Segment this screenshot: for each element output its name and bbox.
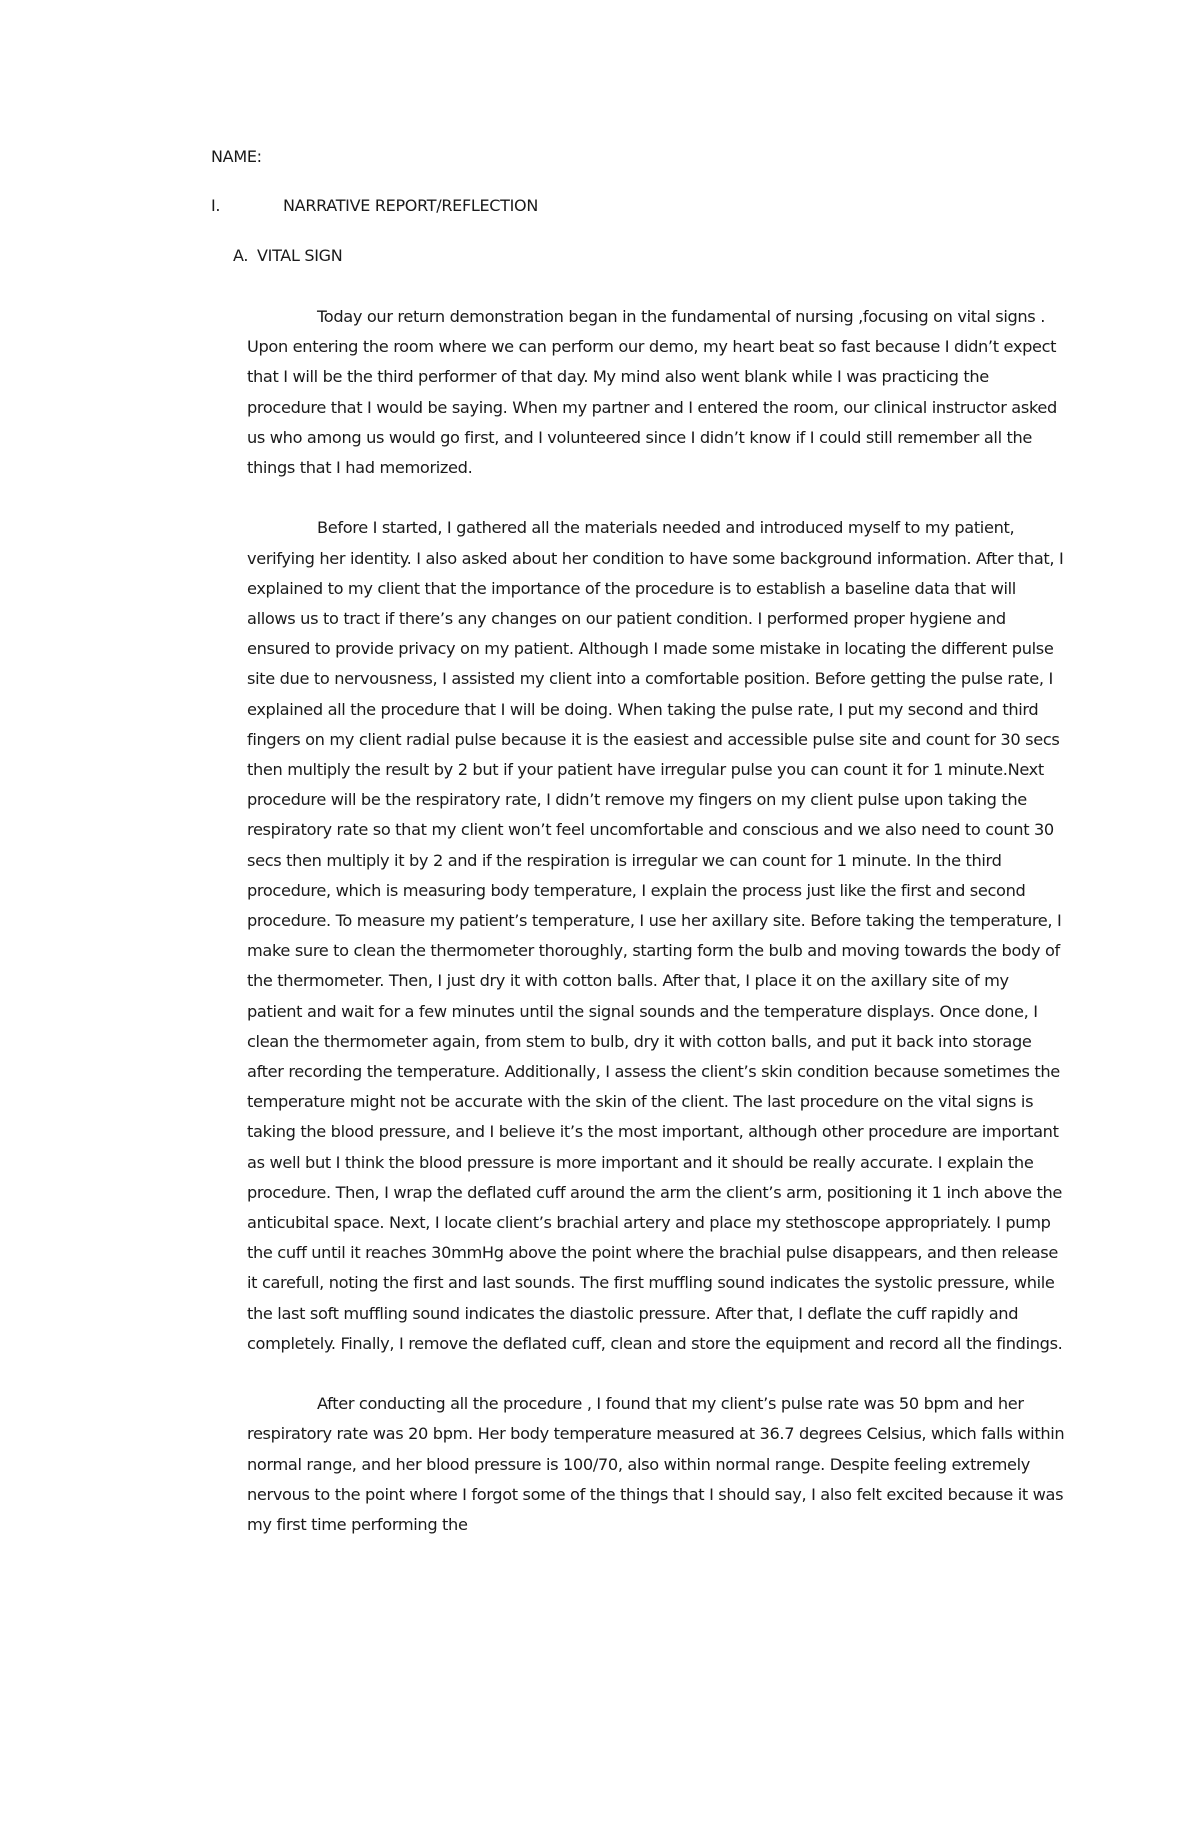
paragraph-intro: Today our return demonstration began in the fundamental of nursing ,focusing on vital signs . Upon entering the room where we can perform our demo, my heart beat so fast because I didn’t expect that I will be the third performer of that day. My mind also went blank while I was practicing the procedure that I would be saying. When my partner and I entered the room, our clinical instructor asked us who among us would go first, and I volunteered since I didn’t know if I could still remember all the things that I had memorized. bbox=[247, 307, 1057, 478]
subsection-letter: A. bbox=[233, 246, 249, 265]
name-label: NAME: bbox=[211, 147, 262, 166]
section-number: I. bbox=[211, 196, 221, 215]
paragraph-findings: After conducting all the procedure , I found that my client’s pulse rate was 50 bpm and her respiratory rate was 20 bpm. Her body temperature measured at 36.7 degrees Celsius, which falls within normal range, and her blood pressure is 100/70, also within normal range. Despite feeling extremely nervous to the point where I forgot some of the things that I should say, I also felt excited because it was my first time performing the bbox=[247, 1394, 1065, 1535]
subsection-heading bbox=[233, 246, 342, 265]
section-heading bbox=[211, 196, 538, 215]
subsection-title: VITAL SIGN bbox=[257, 246, 343, 265]
paragraph-procedure: Before I started, I gathered all the materials needed and introduced myself to my patient, verifying her identity. I also asked about her condition to have some background information. After that, I explained to my client that the importance of the procedure is to establish a baseline data that will allows us to tract if there’s any changes on our patient condition. I performed proper hygiene and ensured to provide privacy on my patient. Although I made some mistake in locating the different pulse site due to nervousness, I assisted my client into a comfortable position. Before getting the pulse rate, I explained all the procedure that I will be doing. When taking the pulse rate, I put my second and third fingers on my client radial pulse because it is the easiest and accessible pulse site and count for 30 secs then multiply the result by 2 but if your patient have irregular pulse you can count it for 1 minute.Next procedure will be the respiratory rate, I didn’t remove my fingers on my client pulse upon taking the respiratory rate so that my client won’t feel uncomfortable and conscious and we also need to count 30 secs then multiply it by 2 and if the respiration is irregular we can count for 1 minute. In the third procedure, which is measuring body temperature, I explain the process just like the first and second procedure. To measure my patient’s temperature, I use her axillary site. Before taking the temperature, I make sure to clean the thermometer thoroughly, starting form the bulb and moving towards the body of the thermometer. Then, I just dry it with cotton balls. After that, I place it on the axillary site of my patient and wait for a few minutes until the signal sounds and the temperature displays. Once done, I clean the thermometer again, from stem to bulb, dry it with cotton balls, and put it back into storage after recording the temperature. Additionally, I assess the client’s skin condition because sometimes the temperature might not be accurate with the skin of the client. The last procedure on the vital signs is taking the blood pressure, and I believe it’s the most important, although other procedure are important as well but I think the blood pressure is more important and it should be really accurate. I explain the procedure. Then, I wrap the deflated cuff around the arm the client’s arm, positioning it 1 inch above the anticubital space. Next, I locate client’s brachial artery and place my stethoscope appropriately. I pump the cuff until it reaches 30mmHg above the point where the brachial pulse disappears, and then release it carefull, noting the first and last sounds. The first muffling sound indicates the systolic pressure, while the last soft muffling sound indicates the diastolic pressure. After that, I deflate the cuff rapidly and completely. Finally, I remove the deflated cuff, clean and store the equipment and record all the findings. bbox=[247, 518, 1064, 1353]
body-text bbox=[247, 302, 1067, 1570]
section-title: NARRATIVE REPORT/REFLECTION bbox=[283, 196, 539, 215]
